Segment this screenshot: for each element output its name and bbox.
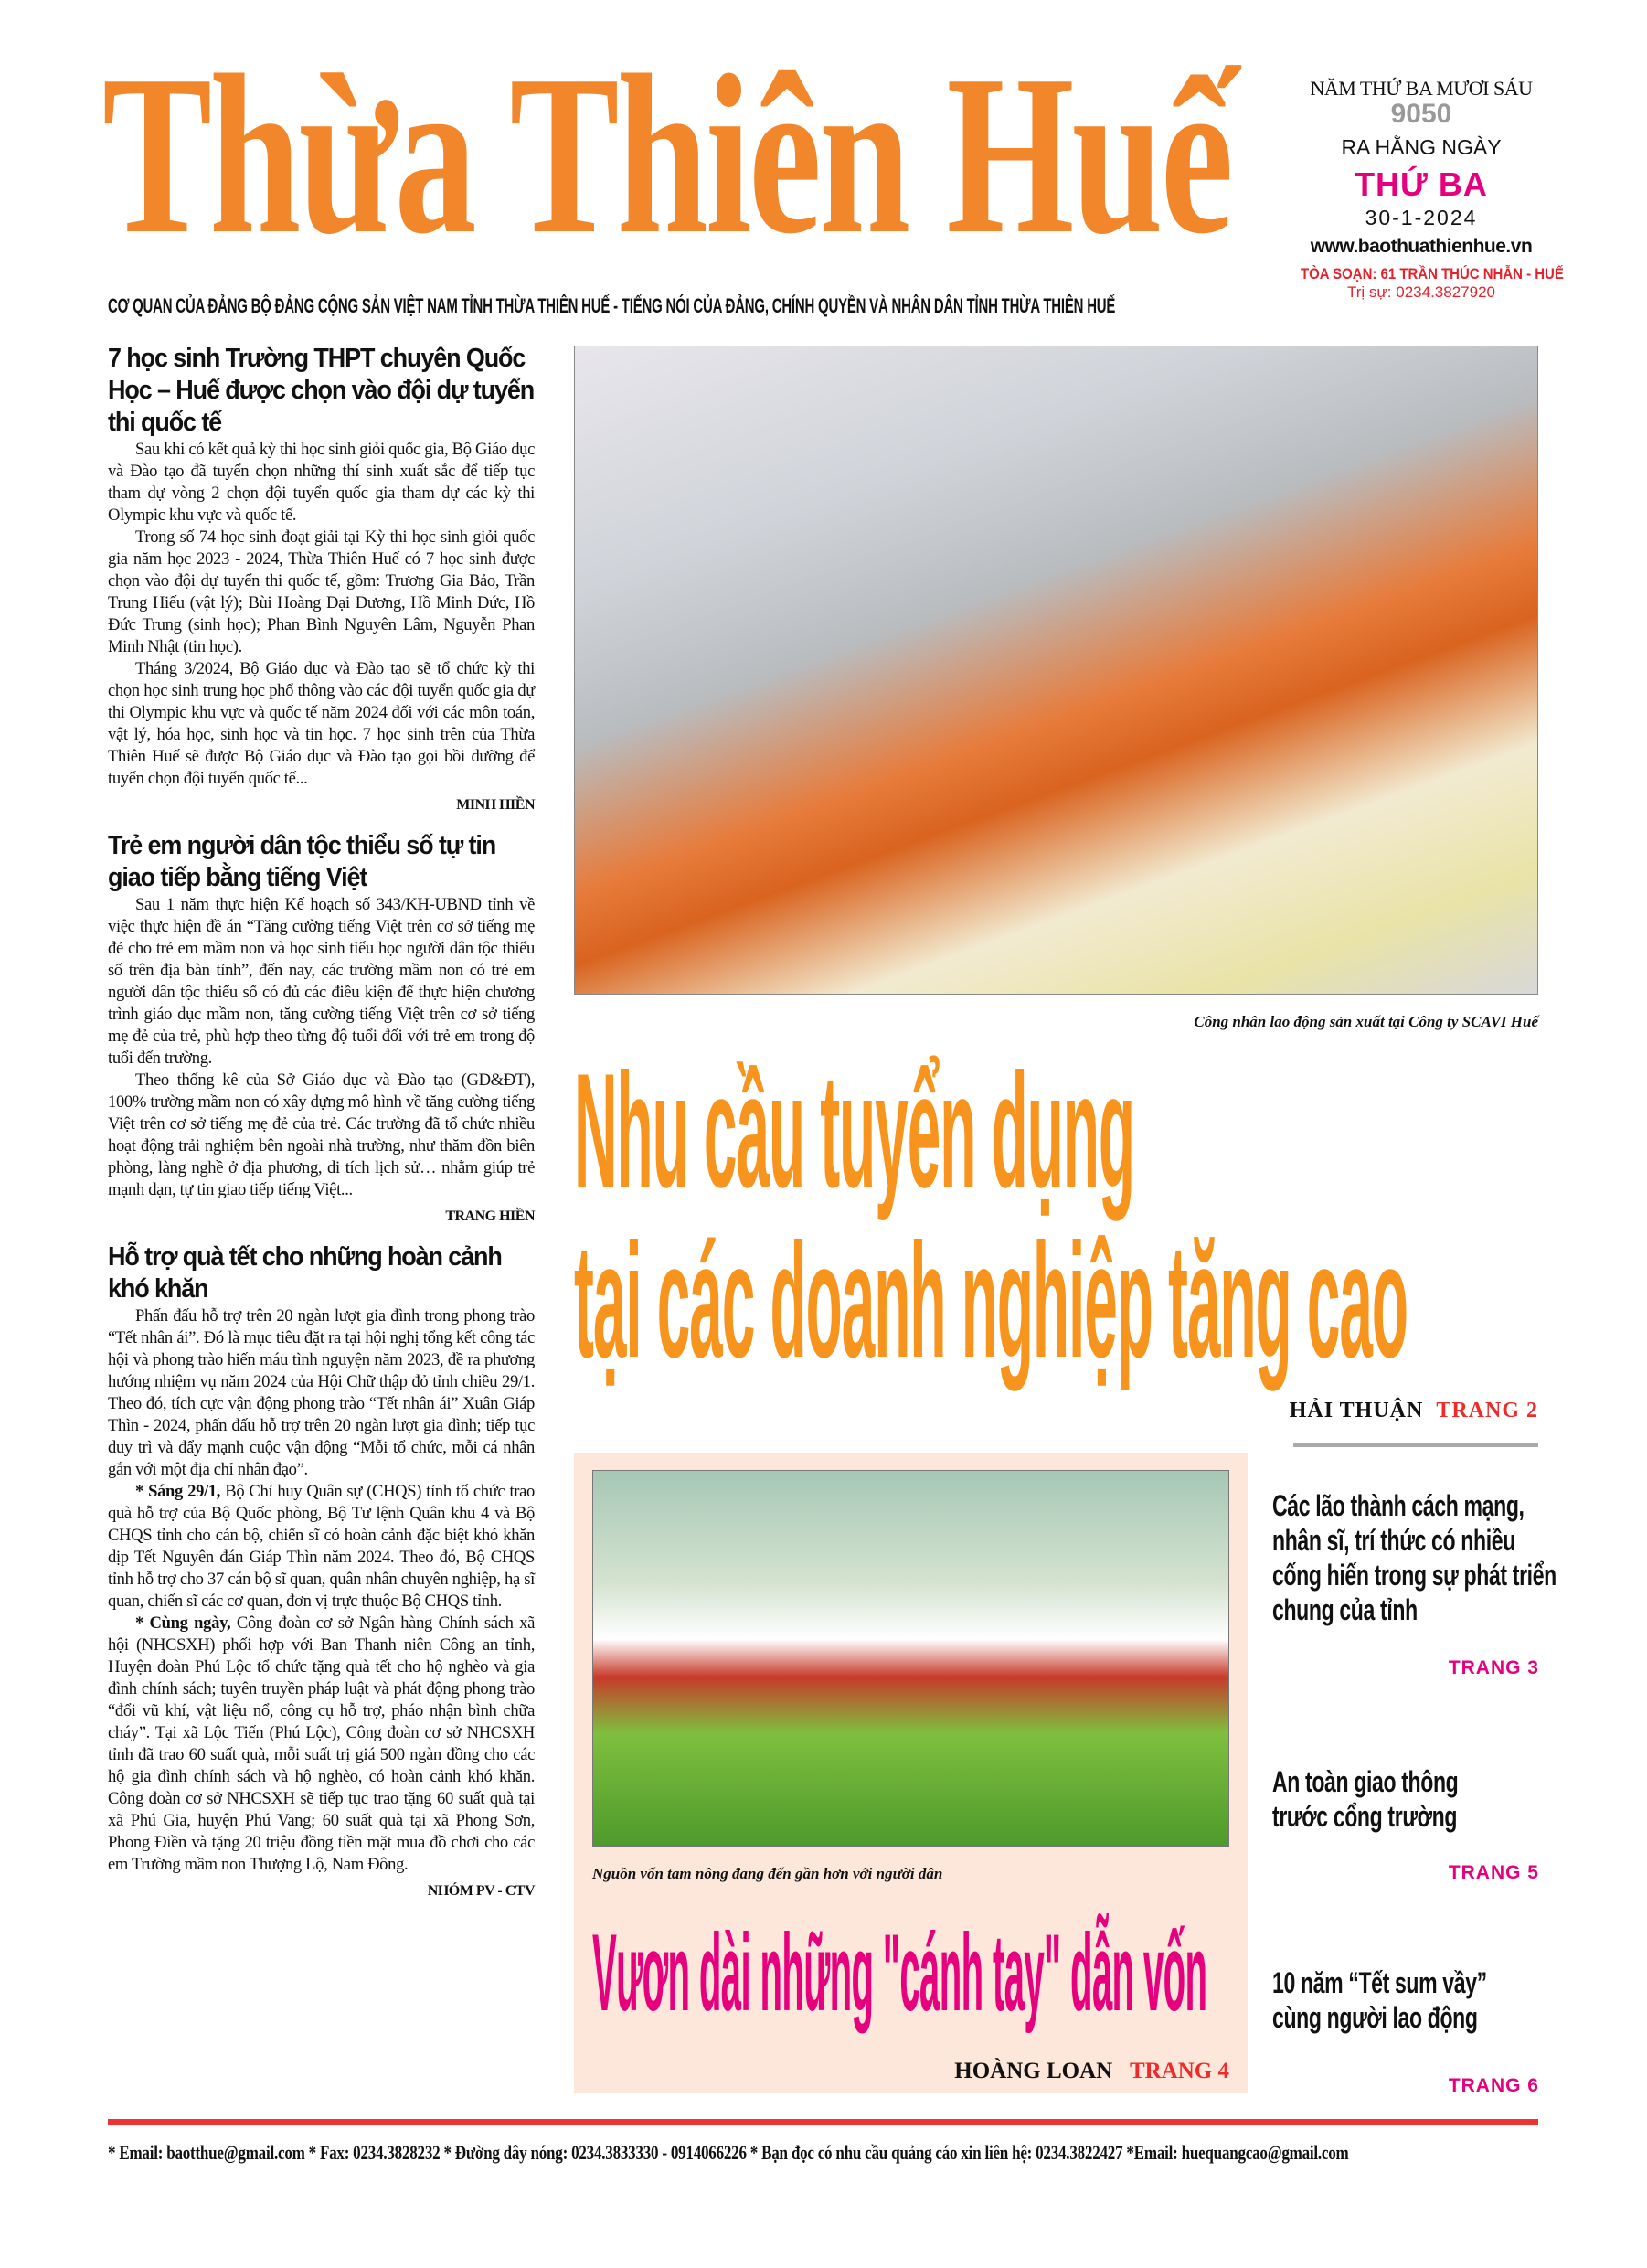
- article-byline: NHÓM PV - CTV: [427, 1883, 535, 1899]
- article-paragraph: [108, 1481, 535, 1613]
- article-tet-gifts: [108, 1241, 535, 1900]
- feature-photo-vegetable-farm: [592, 1470, 1229, 1847]
- teaser-traffic-safety: [1272, 1764, 1539, 1883]
- article-title[interactable]: Trẻ em người dân tộc thiểu số tự tin giao tiếp bằng tiếng Việt: [108, 831, 496, 892]
- teaser-page-ref[interactable]: TRANG 3: [1448, 1657, 1539, 1678]
- article-title[interactable]: Hỗ trợ quà tết cho những hoàn cảnh khó khăn: [108, 1242, 502, 1304]
- issue-weekday: THỨ BA: [1355, 165, 1488, 203]
- issue-frequency: RA HẰNG NGÀY: [1341, 135, 1502, 159]
- website-link[interactable]: www.baothuathienhue.vn: [1310, 236, 1533, 257]
- paragraph-lead: * Cùng ngày,: [135, 1613, 231, 1633]
- teaser-page-ref[interactable]: TRANG 5: [1448, 1862, 1539, 1883]
- footer-divider: [108, 2119, 1538, 2125]
- feature-photo-caption: Nguồn vốn tam nông đang đến gần hơn với người dân: [592, 1865, 943, 1882]
- feature-headline[interactable]: Vươn dài những "cánh tay" dẫn vốn: [592, 1911, 1207, 2034]
- footer-contacts: * Email: baotthue@gmail.com * Fax: 0234.3828232 * Đường dây nóng: 0234.3833330 - 0914066226 * Bạn đọc có nhu cầu quảng cáo xin liên hệ: 0234.3822427 *Email: huequangcao@gmail.com: [108, 2141, 1349, 2164]
- lead-headline-line1[interactable]: Nhu cầu tuyển dụng: [574, 1039, 1134, 1221]
- lead-photo-caption: Công nhân lao động sản xuất tại Công ty SCAVI Huế: [1194, 1013, 1538, 1030]
- lead-page-ref[interactable]: TRANG 2: [1436, 1399, 1538, 1422]
- issue-date: 30-1-2024: [1365, 206, 1478, 229]
- lead-author: HẢI THUẬN: [1289, 1399, 1424, 1422]
- teaser-veterans: [1272, 1488, 1557, 1678]
- office-phone: Trị sự: 0234.3827920: [1347, 283, 1495, 301]
- masthead-tagline: CƠ QUAN CỦA ĐẢNG BỘ ĐẢNG CỘNG SẢN VIỆT NAM TỈNH THỪA THIÊN HUẾ - TIẾNG NÓI CỦA ĐẢNG, CHÍNH QUYỀN VÀ NHÂN DÂN TỈNH THỪA THIÊN HUẾ: [108, 294, 1116, 317]
- article-paragraph: Sau khi có kết quả kỳ thi học sinh giỏi quốc gia, Bộ Giáo dục và Đào tạo đã tuyển chọn những thí sinh xuất sắc để tiếp tục tham dự vòng 2 chọn đội tuyển quốc gia tham dự các kỳ thi Olympic khu vực và quốc tế.: [108, 440, 535, 525]
- article-paragraph: Theo thống kê của Sở Giáo dục và Đào tạo (GD&ĐT), 100% trường mầm non có xây dựng mô hình về tăng cường tiếng Việt trên cơ sở tiếng mẹ đẻ của trẻ. Các trường đã tổ chức nhiều hoạt động trải nghiệm bên ngoài nhà trường, như thăm đồn biên phòng, làng nghề ở địa phương, di tích lịch sử… nhằm giúp trẻ mạnh dạn, tự tin giao tiếp tiếng Việt...: [108, 1070, 535, 1199]
- article-byline: TRANG HIỀN: [445, 1209, 535, 1224]
- issue-number: 9050: [1390, 99, 1452, 129]
- article-paragraph: Tháng 3/2024, Bộ Giáo dục và Đào tạo sẽ tổ chức kỳ thi chọn học sinh trung học phổ thông vào các đội tuyển quốc gia dự thi Olympic khu vực và quốc tế năm 2024 đối với các môn toán, vật lý, hóa học, sinh học và tin học. 7 học sinh trên của Thừa Thiên Huế sẽ được Bộ Giáo dục và Đào tạo gọi bồi dưỡng để tuyển chọn đội tuyển quốc tế...: [108, 659, 535, 788]
- lead-photo-factory-workers: [574, 346, 1538, 995]
- paragraph-lead: * Sáng 29/1,: [135, 1482, 221, 1501]
- teaser-title[interactable]: 10 năm “Tết sum vầy” cùng người lao động: [1272, 1966, 1487, 2034]
- article-paragraph: Phấn đấu hỗ trợ trên 20 ngàn lượt gia đình trong phong trào “Tết nhân ái”. Đó là mục tiêu đặt ra tại hội nghị tổng kết công tác hội và phong trào hiến máu tình nguyện năm 2023, đề ra phương hướng nhiệm vụ năm 2024 của Hội Chữ thập đỏ tỉnh chiều 29/1. Theo đó, tích cực vận động phong trào “Tết nhân ái” Xuân Giáp Thìn - 2024, phấn đấu hỗ trợ trên 20 ngàn lượt gia đình; tiếp tục duy trì và đẩy mạnh cuộc vận động “Mỗi tổ chức, mỗi cá nhân gắn với một địa chỉ nhân đạo”.: [108, 1306, 535, 1479]
- lead-byline: [1284, 1399, 1538, 1423]
- article-byline: MINH HIỀN: [456, 797, 535, 813]
- teaser-title[interactable]: An toàn giao thông trước cổng trường: [1272, 1765, 1459, 1833]
- article-paragraph: [108, 1613, 535, 1876]
- article-title[interactable]: 7 học sinh Trường THPT chuyên Quốc Học – Huế được chọn vào đội dự tuyển thi quốc tế: [108, 344, 535, 437]
- article-paragraph: Sau 1 năm thực hiện Kế hoạch số 343/KH-UBND tỉnh về việc thực hiện đề án “Tăng cường tiếng Việt trên cơ sở tiếng mẹ đẻ cho trẻ em mầm non và học sinh tiểu học người dân tộc thiểu số trên địa bàn tỉnh”, đến nay, các trường mầm non có trẻ em người dân tộc thiểu số có đủ các điều kiện để thực hiện chương trình giáo dục mầm non, tăng cường tiếng Việt trên cơ sở tiếng mẹ đẻ của trẻ, phù hợp theo từng độ tuổi đối với trẻ em trong độ tuổi đến trường.: [108, 895, 535, 1068]
- feature-page-ref[interactable]: TRANG 4: [1129, 2059, 1229, 2083]
- issue-year: NĂM THỨ BA MƯƠI SÁU: [1310, 77, 1533, 100]
- article-ethnic-children: [108, 830, 535, 1225]
- paragraph-text: Bộ Chỉ huy Quân sự (CHQS) tỉnh tổ chức trao quà hỗ trợ của Bộ Quốc phòng, Bộ Tư lệnh Quân khu 4 và Bộ CHQS tỉnh cho cán bộ, chiến sĩ có hoàn cảnh đặc biệt khó khăn dịp Tết Nguyên đán Giáp Thìn năm 2024. Theo đó, Bộ CHQS tỉnh hỗ trợ cho 37 cán bộ sĩ quan, quân nhân chuyên nghiệp, hạ sĩ quan, chiến sĩ các cơ quan, đơn vị trực thuộc Bộ CHQS tỉnh.: [108, 1482, 536, 1611]
- article-students: [108, 343, 535, 814]
- left-column: [108, 343, 535, 1916]
- paragraph-text: Công đoàn cơ sở Ngân hàng Chính sách xã hội (NHCSXH) phối hợp với Ban Thanh niên Công an tỉnh, Huyện đoàn Phú Lộc tổ chức tặng quà tết cho hộ nghèo và gia đình chính sách; tuyên truyền pháp luật và phát động phong trào “đổi vũ khí, vật liệu nổ, công cụ hỗ trợ, pháo nhận bình chữa cháy”. Tại xã Lộc Tiến (Phú Lộc), Công đoàn cơ sở NHCSXH tỉnh đã trao 60 suất quà, mỗi suất trị giá 500 ngàn đồng cho các hộ gia đình chính sách và hộ nghèo, có hoàn cảnh khó khăn. Công đoàn cơ sở NHCSXH sẽ tiếp tục trao tặng 60 suất quà tại xã Phú Gia, huyện Phú Vang; 60 suất quà tại xã Phong Sơn, Phong Điền và tặng 20 triệu đồng tiền mặt mua đồ chơi cho các em Trường mầm non Thượng Lộ, Nam Đông.: [108, 1613, 536, 1874]
- lead-headline-line2[interactable]: tại các doanh nghiệp tăng cao: [574, 1209, 1408, 1391]
- teaser-page-ref[interactable]: TRANG 6: [1448, 2075, 1539, 2096]
- teaser-tet-workers: [1272, 1965, 1539, 2096]
- office-address: TÒA SOẠN: 61 TRẦN THÚC NHẪN - HUẾ: [1301, 265, 1564, 282]
- feature-author: HOÀNG LOAN: [954, 2059, 1113, 2083]
- teaser-title[interactable]: Các lão thành cách mạng, nhân sĩ, trí thức có nhiều cống hiến trong sự phát triển chung của tỉnh: [1272, 1489, 1557, 1626]
- divider: [1293, 1443, 1538, 1447]
- feature-byline: [914, 2059, 1229, 2084]
- issue-info: [1284, 77, 1564, 302]
- masthead-logo: Thừa Thiên Huế: [102, 28, 1231, 282]
- article-paragraph: Trong số 74 học sinh đoạt giải tại Kỳ thi học sinh giỏi quốc gia năm học 2023 - 2024, Thừa Thiên Huế có 7 học sinh được chọn vào đội dự tuyển thi quốc tế, gồm: Trương Gia Bảo, Trần Trung Hiếu (vật lý); Bùi Hoàng Đại Dương, Hồ Minh Đức, Hồ Đức Trung (sinh học); Phan Bình Nguyên Lâm, Nguyễn Phan Minh Nhật (tin học).: [108, 527, 535, 656]
